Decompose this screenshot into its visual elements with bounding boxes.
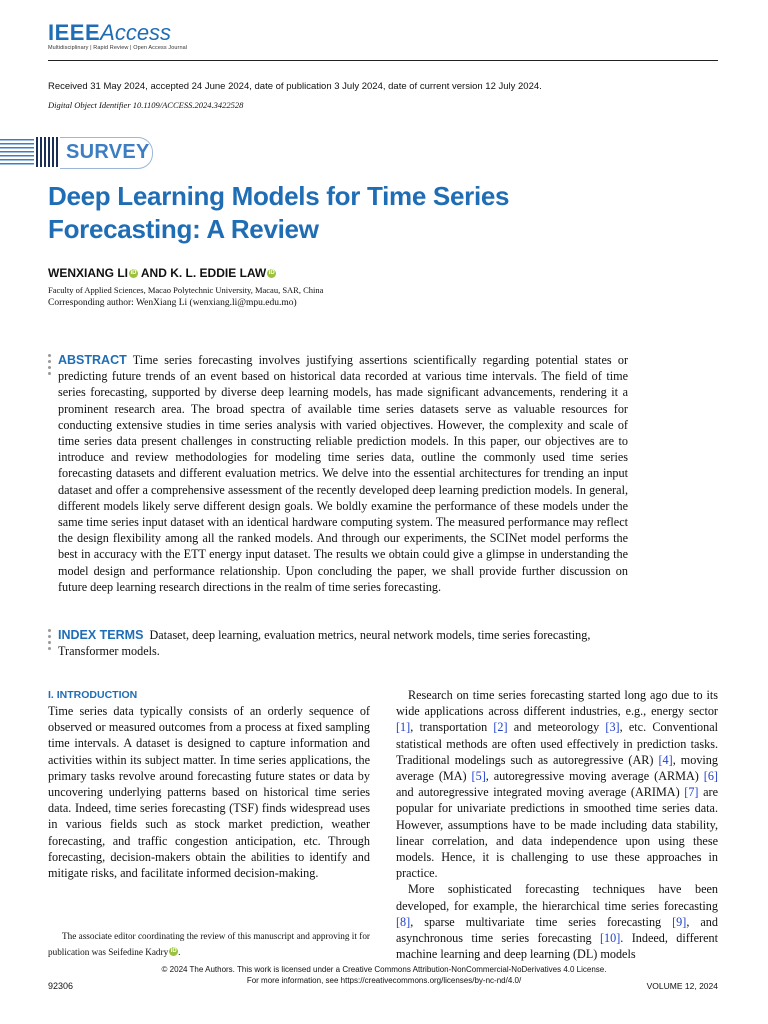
index-terms-dots-icon [48, 629, 52, 653]
citation-link[interactable]: [8] [396, 914, 411, 929]
citation-link[interactable]: [1] [396, 720, 411, 735]
paper-title: Deep Learning Models for Time Series Forecasting: A Review [48, 181, 510, 244]
author-name: AND K. L. EDDIE LAW [140, 266, 267, 280]
author-line [48, 266, 276, 280]
citation-link[interactable]: [2] [493, 720, 508, 735]
survey-banner-stripes-icon [0, 136, 66, 168]
citation-link[interactable]: [10] [599, 931, 621, 946]
doi-line: Digital Object Identifier 10.1109/ACCESS.2024.3422528 [48, 100, 244, 110]
citation-link[interactable]: [5] [471, 769, 486, 784]
citation-link[interactable]: [3] [605, 720, 620, 735]
logo-ieee-text: IEEE [48, 20, 101, 45]
footnote-text: The associate editor coordinating the review of this manuscript and approving it for publication was Seifedine Kadry [48, 931, 370, 957]
orcid-icon[interactable]: iD [268, 270, 275, 276]
journal-tagline: Multidisciplinary | Rapid Review | Open Access Journal [48, 45, 188, 51]
logo-access-text: Access [100, 20, 172, 45]
article-type-label: SURVEY [66, 141, 150, 163]
citation-link[interactable]: [6] [703, 769, 718, 784]
citation-link[interactable]: [9] [672, 914, 687, 929]
page-number: 92306 [48, 981, 74, 991]
header-divider [48, 60, 718, 61]
section-heading: I. INTRODUCTION [48, 689, 138, 701]
index-terms-label: INDEX TERMS [58, 628, 144, 642]
publication-dates: Received 31 May 2024, accepted 24 June 2024, date of publication 3 July 2024, date of current version 12 July 2024. [48, 81, 542, 92]
intro-left-paragraph: Time series data typically consists of an orderly sequence of observed or measured outcomes from a process at fixed sampling time intervals. A dataset is designed to capture information and activities within its subject matter. In time series applications, the primary tasks revolve around forecasting future states or data by uncovering underlying patterns based on historical time series data. Indeed, time series forecasting (TSF) finds widespread uses in various fields such as stock market prediction, weather forecasting, and traffic congestion anticipation, etc. Through forecasting, decision-makers obtain the abilities to identify and mitigate risks, and facilitate informed decision-making. [48, 704, 370, 881]
author-name: WENXIANG LI [48, 266, 128, 280]
license-url[interactable]: For more information, see https://creativecommons.org/licenses/by-nc-nd/4.0/ [246, 976, 522, 985]
abstract-block [58, 352, 628, 595]
intro-paragraph: More sophisticated forecasting techniques have been developed, for example, the hierarchical time series forecasting [8], sparse multivariate time series forecasting [9], and asynchronous time series forecasting [10]. Indeed, different machine learning and deep learning (DL) models [396, 882, 718, 962]
abstract-text: Time series forecasting involves justifying assertions scientifically regarding potential states or predicting future trends of an event based on historical data recorded at various time intervals. The field of time series forecasting, supported by diverse deep learning models, has made significant advancements, rendering it a prominent research area. The broad spectra of available time series datasets serve as valuable resources for conducting extensive studies in time series analysis with varied objectives. However, the complexity and scale of time series data present challenges in constructing reliable prediction models. In this paper, our objectives are to introduce and review methodologies for modeling time series data, outline the commonly used time series forecasting datasets and different evaluation metrics. We delve into the essential architectures for trending an input dataset and offer a comprehensive assessment of the recently developed deep learning prediction models. In general, different models likely serve different design goals. We boldly examine the performance of these models under the same time series input dataset with an identical hardware computing system. The measured performance may reflect the design flexibility among all the ranked models. And through our experiments, the SCINet model performs the best in accuracy with the ETT energy input dataset. The results we obtain could give a glimpse in understanding the model design and performance relationship. Upon concluding the paper, we shall provide further discussion on future deep learning research directions in the realm of time series forecasting. [58, 353, 628, 594]
abstract-label: ABSTRACT [58, 353, 127, 367]
orcid-icon[interactable]: iD [170, 948, 177, 954]
citation-link[interactable]: [7] [684, 785, 699, 800]
license-line: © 2024 The Authors. This work is licensed under a Creative Commons Attribution-NonCommercial-NoDerivatives 4.0 License. [161, 965, 607, 974]
intro-paragraph: Research on time series forecasting started long ago due to its wide applications across different industries, e.g., energy sector [1], transportation [2] and meteorology [3], etc. Conventional statistical methods are often used effectively in prediction tasks. Traditional modelings such as autoregressive (AR) [4], moving average (MA) [5], autoregressive moving average (ARMA) [6] and autoregressive integrated moving average (ARIMA) [7] are popular for univariate predictions in smoothed time series data. However, assumptions have to be made including data stability, linear correlation, and data independence upon using these models. Hence, it is challenging to use these approaches in practice. [396, 688, 718, 881]
affiliation: Faculty of Applied Sciences, Macao Polytechnic University, Macau, SAR, China [48, 285, 324, 295]
intro-right-column [396, 687, 718, 962]
corresponding-author: Corresponding author: WenXiang Li (wenxiang.li@mpu.edu.mo) [48, 298, 297, 308]
ieee-access-logo [48, 20, 171, 46]
index-terms-text: Dataset, deep learning, evaluation metrics, neural network models, time series forecasting, Transformer models. [58, 628, 591, 659]
citation-link[interactable]: [4] [658, 752, 673, 767]
abstract-dots-icon [48, 354, 52, 378]
editor-footnote: The associate editor coordinating the review of this manuscript and approving it for publication was Seifedine Kadry iD . [48, 931, 370, 957]
index-terms-block [58, 627, 638, 659]
orcid-icon[interactable]: iD [130, 270, 137, 276]
volume-label: VOLUME 12, 2024 [646, 981, 718, 991]
